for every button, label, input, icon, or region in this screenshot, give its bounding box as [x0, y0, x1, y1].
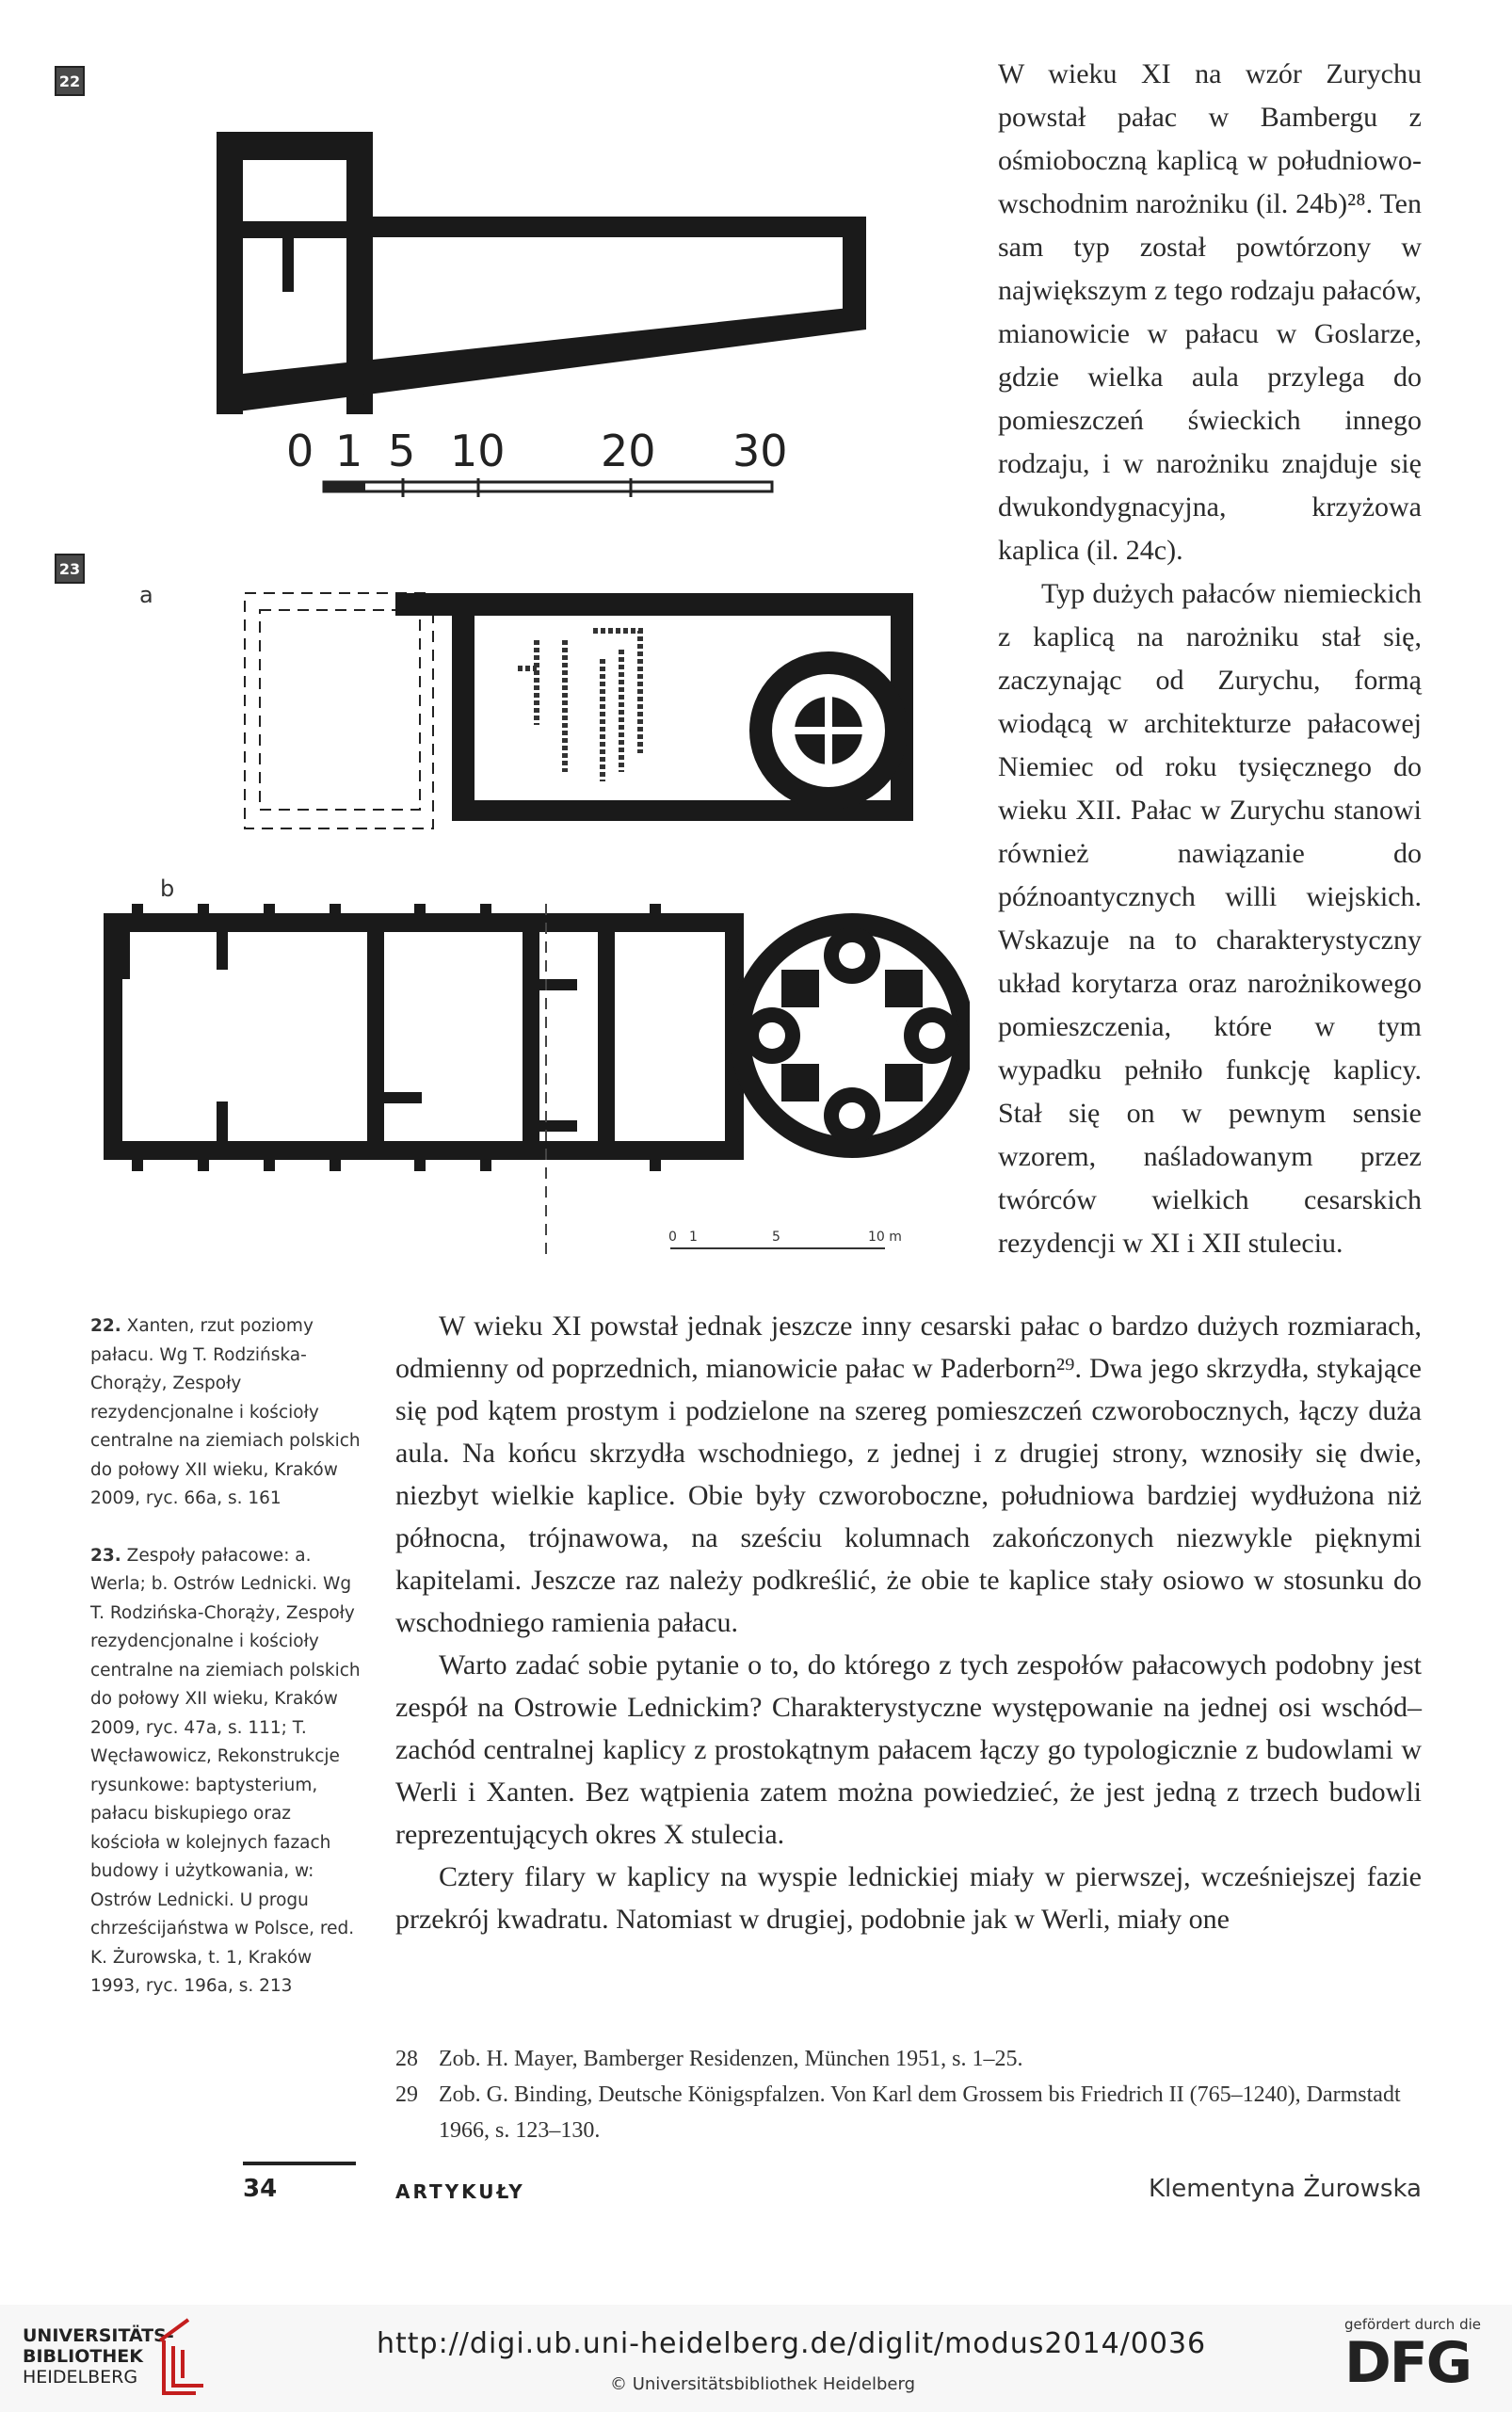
ub-logo-line-2: BIBLIOTHEK [23, 2346, 143, 2367]
scale-22-tick-10: 10 [450, 426, 506, 476]
caption-22-text: Xanten, rzut poziomy pałacu. Wg T. Rodzińska-Chorąży, Zespoły rezydencjonalne i kościoły centralne na ziemiach polskich do połowy XII wieku, Kraków 2009, ryc. 66a, s. 161 [90, 1316, 361, 1508]
figure-captions [90, 1312, 363, 2030]
right-column-text [998, 53, 1422, 1265]
page-number: 34 [243, 2175, 278, 2203]
right-paragraph-1: W wieku XI na wzór Zurychu powstał pałac w Bambergu z ośmioboczną kaplicą w południowo-wschodnim narożniku (il. 24b)²⁸. Ten sam typ został powtórzony w największym z tego rodzaju pałaców, mianowicie w pałacu w Goslarze, gdzie wielka aula przylega do pomieszczeń świeckich innego rodzaju, i w narożniku znajduje się dwukondygnacyjna, krzyżowa kaplica (il. 24c). [998, 58, 1422, 566]
dfg-logo: DFG [1344, 2330, 1472, 2396]
footnote-29-number: 29 [395, 2082, 418, 2107]
footnote-29-text: Zob. G. Binding, Deutsche Königspfalzen. Von Karl dem Grossem bis Friedrich II (765–1240), Darmstadt 1966, s. 123–130. [439, 2082, 1401, 2143]
caption-23-number: 23. [90, 1545, 121, 1566]
footnote-29 [395, 2077, 1422, 2148]
main-paragraph-2: Warto zadać sobie pytanie o to, do którego z tych zespołów pałacowych podobny jest zespół na Ostrowie Lednickim? Charakterystyczne występowanie na jednej osi wschód–zachód centralnej kaplicy z prostokątnym pałacem łączy go typologicznie z budowlami w Werli i Xanten. Bez wątpienia zatem można powiedzieć, że jest jedną z trzech budowli reprezentujących okres X stulecia. [395, 1649, 1422, 1850]
ub-logo-icon [151, 2312, 207, 2397]
copyright-notice: © Universitätsbibliothek Heidelberg [610, 2374, 916, 2394]
figure-23b-label: b [160, 876, 175, 902]
caption-22-number: 22. [90, 1316, 121, 1336]
scale-22-tick-0: 0 [286, 426, 314, 476]
figure-badge-22: 22 [55, 66, 85, 96]
main-paragraph-1: W wieku XI powstał jednak jeszcze inny cesarski pałac o bardzo dużych rozmiarach, odmienny od poprzednich, mianowicie pałac w Paderborn²⁹. Dwa jego skrzydła, stykające się pod kątem prostym i podzielone na szereg pomieszczeń czworobocznych, łączy duża aula. Na końcu skrzydła wschodniego, z jednej i z drugiej strony, wznosiły się dwie, niezbyt wielkie kaplice. Obie były czworoboczne, południowa bardziej wydłużona niż północna, trójnawowa, na sześciu kolumnach zakończonych niezwykle pięknymi kapitelami. Jeszcze raz należy podkreślić, że obie te kaplice stały osiowo w stosunku do wschodniego ramienia pałacu. [395, 1311, 1422, 1638]
page-number-rule [243, 2162, 356, 2165]
scale-bar-22 [282, 424, 791, 508]
right-paragraph-2: Typ dużych pałaców niemieckich z kaplicą na narożniku stał się, zaczynając od Zurychu, formą wiodącą w architekturze pałacowej Niemiec od roku tysięcznego do wieku XII. Pałac w Zurychu stanowi również nawiązanie do późnoantycznych willi wiejskich. Wskazuje na to charakterystyczny układ korytarza oraz narożnikowego pomieszczenia, które w tym wypadku pełniło funkcję kaplicy. Stał się on w pewnym sensie wzorem, naśladowanym przez twórców wielkich cesarskich rezydencji w XI i XII stuleciu. [998, 578, 1422, 1259]
main-text-body [395, 1305, 1422, 1940]
ub-logo-line-3: HEIDELBERG [23, 2367, 138, 2388]
scale-23-tick-0: 0 [668, 1230, 677, 1245]
scale-22-tick-1: 1 [335, 426, 363, 476]
footnotes [395, 2041, 1422, 2148]
scale-22-tick-30: 30 [732, 426, 788, 476]
scale-23-tick-1: 1 [689, 1230, 698, 1245]
footnote-28-text: Zob. H. Mayer, Bamberger Residenzen, München 1951, s. 1–25. [439, 2047, 1023, 2071]
scale-22-tick-5: 5 [388, 426, 416, 476]
author-name: Klementyna Żurowska [1149, 2175, 1422, 2203]
footnote-28-number: 28 [395, 2047, 418, 2071]
scale-22-tick-20: 20 [601, 426, 656, 476]
scale-23-tick-10m: 10 m [868, 1230, 902, 1245]
ostrow-lednicki-plan-figure [104, 904, 970, 1262]
werla-plan-figure [226, 584, 979, 866]
figure-badge-23: 23 [55, 554, 85, 584]
section-label: ARTYKUŁY [395, 2180, 525, 2203]
scale-23-tick-5: 5 [772, 1230, 780, 1245]
dfg-caption: gefördert durch die [1344, 2316, 1481, 2333]
caption-22 [90, 1312, 363, 1514]
caption-23 [90, 1542, 363, 2002]
main-paragraph-3: Cztery filary w kaplicy na wyspie lednickiej miały w pierwszej, wcześniejszej fazie przekrój kwadratu. Natomiast w drugiej, podobnie jak w Werli, miały one [395, 1861, 1422, 1935]
caption-23-text: Zespoły pałacowe: a. Werla; b. Ostrów Lednicki. Wg T. Rodzińska-Chorąży, Zespoły rezydencjonalne i kościoły centralne na ziemiach polskich do połowy XII wieku, Kraków 2009, ryc. 47a, s. 111; T. Węcławowicz, Rekonstrukcje rysunkowe: baptysterium, pałacu biskupiego oraz kościoła w kolejnych fazach budowy i użytkowania, w: Ostrów Lednicki. U progu chrześcijaństwa w Polsce, red. K. Żurowska, t. 1, Kraków 1993, ryc. 196a, s. 213 [90, 1545, 361, 1996]
footnote-28 [395, 2041, 1422, 2077]
ub-logo-line-1: UNIVERSITÄTS- [23, 2325, 174, 2346]
digital-object-url-link[interactable]: http://digi.ub.uni-heidelberg.de/diglit/modus2014/0036 [377, 2327, 1207, 2360]
figure-23a-label: a [139, 582, 153, 608]
